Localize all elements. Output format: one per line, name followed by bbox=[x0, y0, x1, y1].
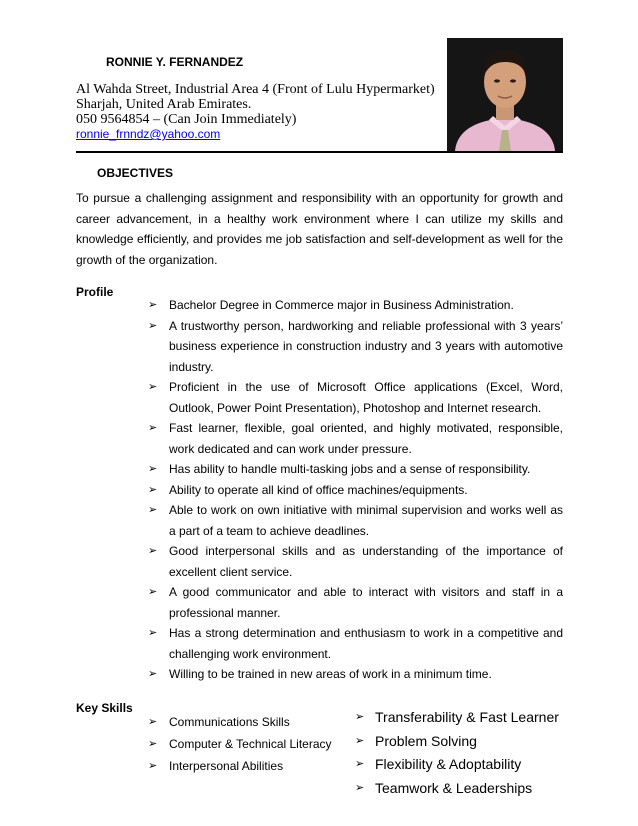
phone-line: 050 9564854 – (Can Join Immediately) bbox=[76, 112, 297, 127]
portrait-illustration bbox=[447, 38, 563, 151]
header-rule bbox=[76, 151, 563, 153]
objectives-text: To pursue a challenging assignment and responsibility with an opportunity for growth and career advancement, in a healthy work environment where I can utilize my skills and knowledge efficiently, and provides me job satisfaction and self-development as well for the growth of the organization. bbox=[76, 191, 563, 267]
arrowhead-bullet-icon: ➢ bbox=[148, 483, 158, 496]
arrowhead-bullet-icon: ➢ bbox=[355, 758, 365, 770]
arrowhead-bullet-icon: ➢ bbox=[148, 738, 158, 750]
arrowhead-bullet-icon: ➢ bbox=[148, 381, 158, 393]
arrowhead-bullet-icon: ➢ bbox=[355, 781, 365, 794]
list-item: ➢ Good interpersonal skills and as understanding of the importance of excellent client service. bbox=[148, 541, 563, 582]
objectives-heading: OBJECTIVES bbox=[97, 166, 174, 180]
arrowhead-bullet-icon: ➢ bbox=[148, 504, 158, 516]
list-item: ➢ Has ability to handle multi-tasking jobs and a sense of responsibility. bbox=[148, 459, 563, 480]
arrowhead-bullet-icon: ➢ bbox=[148, 299, 158, 311]
key-skills-right-list bbox=[355, 706, 559, 800]
list-item: ➢ A good communicator and able to interact with visitors and staff in a professional manner. bbox=[148, 582, 563, 623]
list-item: ➢ Flexibility & Adoptability bbox=[355, 753, 559, 777]
arrowhead-bullet-icon: ➢ bbox=[148, 422, 158, 434]
arrowhead-bullet-icon: ➢ bbox=[148, 627, 158, 639]
list-item: ➢ Proficient in the use of Microsoft Office applications (Excel, Word, Outlook, Power Point Presentation), Photoshop and Internet research. bbox=[148, 377, 563, 418]
arrowhead-bullet-icon: ➢ bbox=[148, 586, 158, 598]
arrowhead-bullet-icon: ➢ bbox=[355, 711, 365, 723]
arrowhead-bullet-icon: ➢ bbox=[148, 760, 158, 772]
portrait-photo bbox=[447, 38, 563, 151]
arrowhead-bullet-icon: ➢ bbox=[148, 319, 158, 332]
list-item: ➢ Bachelor Degree in Commerce major in Business Administration. bbox=[148, 295, 563, 316]
address-line-2: Sharjah, United Arab Emirates. bbox=[76, 97, 252, 112]
list-item: ➢ Willing to be trained in new areas of work in a minimum time. bbox=[148, 664, 563, 685]
profile-list bbox=[148, 295, 563, 685]
key-skills-label: Key Skills bbox=[76, 701, 133, 715]
list-item: ➢ Interpersonal Abilities bbox=[148, 755, 332, 777]
list-item: ➢ Computer & Technical Literacy bbox=[148, 733, 332, 755]
address-line-1: Al Wahda Street, Industrial Area 4 (Front of Lulu Hypermarket) bbox=[76, 82, 435, 97]
arrowhead-bullet-icon: ➢ bbox=[148, 463, 158, 475]
list-item: ➢ Teamwork & Leaderships bbox=[355, 777, 559, 801]
list-item: ➢ Transferability & Fast Learner bbox=[355, 706, 559, 730]
list-item: ➢ Has a strong determination and enthusiasm to work in a competitive and challenging work environment. bbox=[148, 623, 563, 664]
arrowhead-bullet-icon: ➢ bbox=[148, 545, 158, 557]
key-skills-left-list bbox=[148, 711, 332, 777]
candidate-name: RONNIE Y. FERNANDEZ bbox=[106, 55, 244, 69]
list-item: ➢ Communications Skills bbox=[148, 711, 332, 733]
list-item: ➢ Ability to operate all kind of office machines/equipments. bbox=[148, 480, 563, 501]
contact-block bbox=[76, 82, 435, 142]
list-item: ➢ Fast learner, flexible, goal oriented, and highly motivated, responsible, work dedicated and can work under pressure. bbox=[148, 418, 563, 459]
arrowhead-bullet-icon: ➢ bbox=[148, 668, 158, 680]
profile-label: Profile bbox=[76, 285, 114, 299]
arrowhead-bullet-icon: ➢ bbox=[148, 716, 158, 728]
email-link[interactable]: ronnie_frnndz@yahoo.com bbox=[76, 127, 221, 141]
arrowhead-bullet-icon: ➢ bbox=[355, 734, 365, 747]
list-item: ➢ Able to work on own initiative with minimal supervision and works well as a part of a team to achieve deadlines. bbox=[148, 500, 563, 541]
list-item: ➢ A trustworthy person, hardworking and reliable professional with 3 years’ business experience in construction industry and 3 years with automotive industry. bbox=[148, 316, 563, 378]
list-item: ➢ Problem Solving bbox=[355, 730, 559, 754]
